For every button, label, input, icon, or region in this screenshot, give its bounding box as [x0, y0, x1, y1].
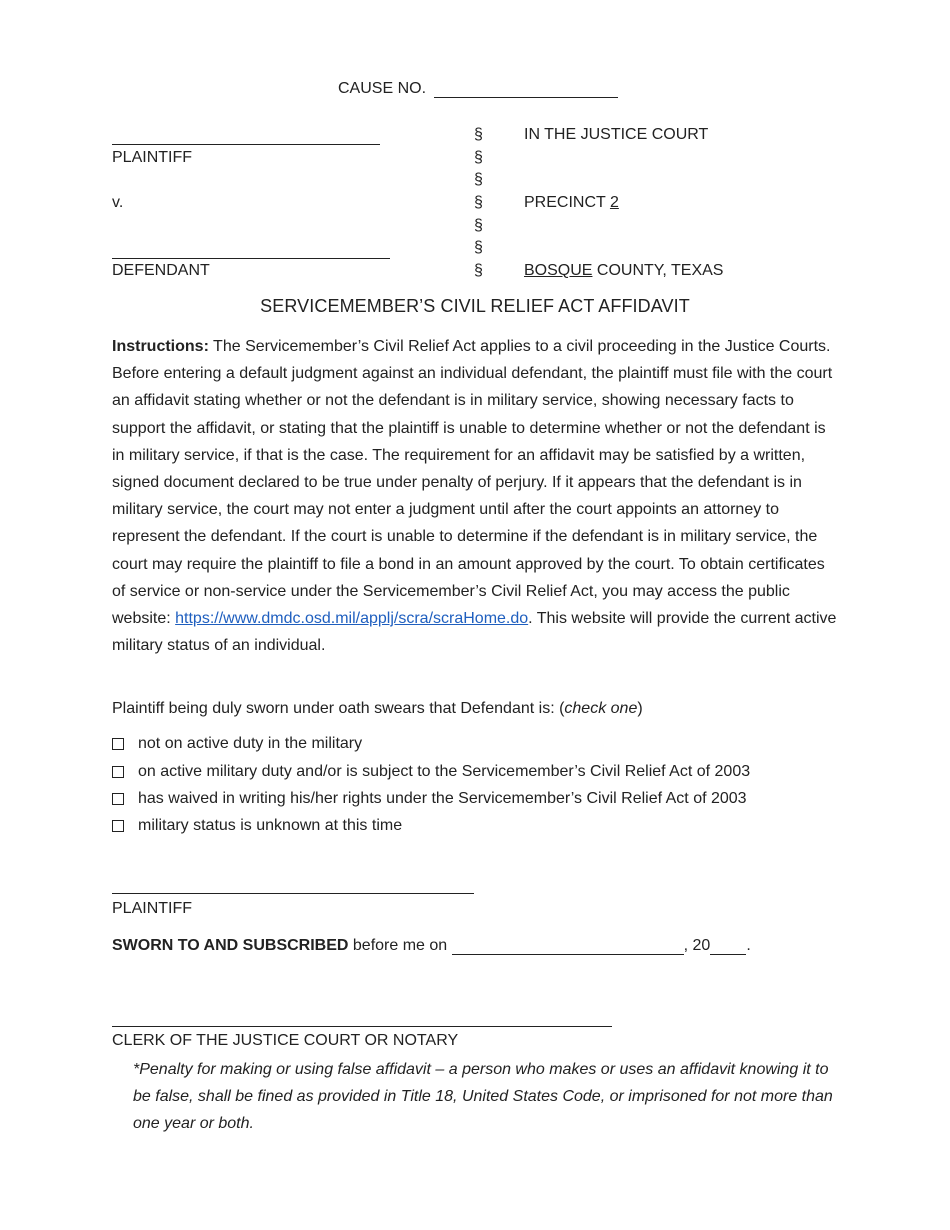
clerk-label: CLERK OF THE JUSTICE COURT OR NOTARY — [112, 1032, 459, 1049]
instructions-paragraph — [112, 333, 840, 659]
signature-plaintiff-label: PLAINTIFF — [112, 900, 193, 917]
plaintiff-signature-field[interactable] — [112, 893, 474, 894]
precinct — [524, 194, 619, 212]
oath-check-one: check one — [564, 700, 638, 717]
option-label: has waived in writing his/her rights under the Servicemember’s Civil Relief Act of 2003 — [138, 790, 747, 807]
defendant-name-field[interactable] — [112, 258, 390, 259]
oath-close: ) — [637, 700, 643, 717]
precinct-number: 2 — [609, 194, 619, 211]
county-name: BOSQUE — [524, 262, 593, 279]
court-name: IN THE JUSTICE COURT — [524, 126, 709, 143]
option-waived-rights[interactable] — [112, 790, 747, 808]
oath-statement — [112, 700, 643, 718]
document-title: SERVICEMEMBER’S CIVIL RELIEF ACT AFFIDAVIT — [260, 296, 690, 316]
plaintiff-label: PLAINTIFF — [112, 149, 193, 166]
sworn-text: before me on — [348, 937, 452, 954]
option-active-duty[interactable] — [112, 763, 750, 781]
option-label: on active military duty and/or is subject to the Servicemember’s Civil Relief Act of 2003 — [138, 763, 751, 780]
checkbox[interactable] — [112, 820, 124, 832]
instructions-text-after: . This website will provide the current active military status of an individual. — [112, 610, 837, 655]
defendant-label: DEFENDANT — [112, 262, 210, 279]
sworn-period: . — [746, 937, 751, 954]
section-symbol: § — [474, 262, 483, 279]
county-suffix: COUNTY, TEXAS — [596, 262, 724, 279]
clerk-signature-field[interactable] — [112, 1026, 612, 1027]
oath-text: Plaintiff being duly sworn under oath swears that Defendant is: ( — [112, 700, 565, 717]
instructions-label: Instructions: — [112, 338, 209, 355]
sworn-statement — [112, 937, 751, 955]
sworn-bold: SWORN TO AND SUBSCRIBED — [112, 937, 349, 954]
penalty-notice: *Penalty for making or using false affidavit – a person who makes or uses an affidavit knowing it to be false, shall be fined as provided in Title 18, United States Code, or imprisoned for not more than one year or both. — [133, 1061, 833, 1133]
checkbox[interactable] — [112, 766, 124, 778]
year-field[interactable] — [710, 940, 746, 955]
section-symbol: § — [474, 149, 483, 166]
option-not-active-duty[interactable] — [112, 735, 362, 753]
sworn-date-field[interactable] — [452, 940, 684, 955]
precinct-label: PRECINCT — [524, 194, 606, 211]
option-label: military status is unknown at this time — [138, 817, 403, 834]
option-status-unknown[interactable] — [112, 817, 402, 835]
plaintiff-name-field[interactable] — [112, 144, 380, 145]
year-prefix: , 20 — [683, 937, 711, 954]
section-symbol: § — [474, 217, 483, 234]
section-symbol: § — [474, 239, 483, 256]
option-label: not on active duty in the military — [138, 735, 363, 752]
section-symbol: § — [474, 171, 483, 188]
checkbox[interactable] — [112, 738, 124, 750]
checkbox[interactable] — [112, 793, 124, 805]
county — [524, 262, 723, 280]
instructions-text: The Servicemember’s Civil Relief Act applies to a civil proceeding in the Justice Courts. Before entering a default judgment against an individual defendant, the plaintiff must file with the court an affidavit stating whether or not the defendant is in military service, showing necessary facts to support the affidavit, or stating that the plaintiff is unable to determine whether or not the defendant is in military service, if that is the case. The requirement for an affidavit may be satisfied by a written, signed document declared to be true under penalty of perjury. If it appears that the defendant is in military service, the court may not enter a judgment until after the court appoints an attorney to represent the defendant. If the court is unable to determine if the defendant is in military service, the court may require the plaintiff to file a bond in an amount approved by the court. To obtain certificates of service or non-service under the Servicemember’s Civil Relief Act, you may access the public website: — [112, 338, 833, 628]
versus-label: v. — [112, 194, 124, 211]
scra-website-link[interactable]: https://www.dmdc.osd.mil/applj/scra/scraHome.do — [175, 610, 529, 628]
cause-number-field[interactable] — [434, 83, 618, 98]
cause-label: CAUSE NO. — [338, 80, 427, 97]
cause-number — [338, 80, 618, 98]
section-symbol: § — [474, 126, 483, 143]
section-symbol: § — [474, 194, 483, 211]
